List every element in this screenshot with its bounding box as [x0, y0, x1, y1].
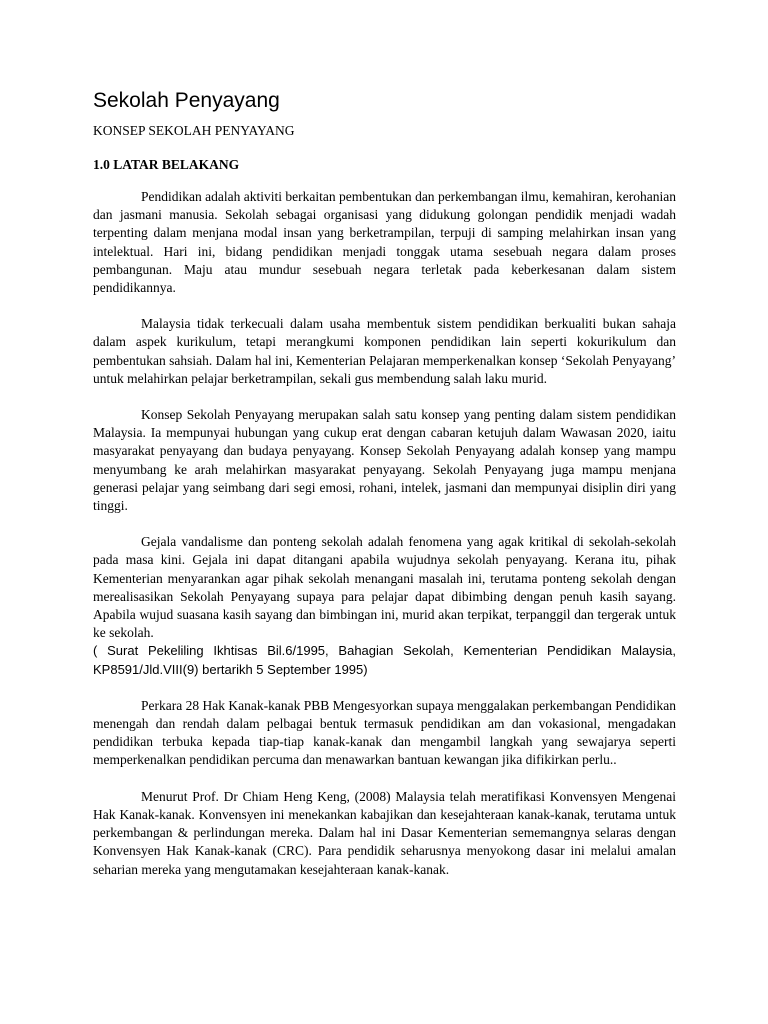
paragraph-4-text: Gejala vandalisme dan ponteng sekolah adalah fenomena yang agak kritikal di sekolah-sekolah pada masa kini. Gejala ini dapat ditangani apabila wujudnya sekolah penyayang. Kerana itu, pihak Kementerian menyarankan agar pihak sekolah menangani masalah ini, terutama ponteng sekolah dengan merealisasikan Sekolah Penyayang supaya para pelajar dapat dibimbing dengan penuh kasih sayang. Apabila wujud suasana kasih sayang dan bimbingan ini, murid akan terpikat, terpanggil dan tergerak untuk ke sekolah.: [93, 534, 676, 641]
paragraph-1: Pendidikan adalah aktiviti berkaitan pembentukan dan perkembangan ilmu, kemahiran, kerohanian dan jasmani manusia. Sekolah sebagai organisasi yang didukung golongan pendidik menjadi wadah terpenting dalam menjana modal insan yang berketrampilan, terpuji di samping melahirkan insan yang intelektual. Hari ini, bidang pendidikan menjadi tonggak utama sesebuah negara dalam proses pembangunan. Maju atau mundur sesebuah negara terletak pada keberkesanan dalam sistem pendidikannya.: [93, 189, 676, 296]
section-heading: 1.0 LATAR BELAKANG: [93, 157, 240, 172]
document-page: [93, 86, 676, 879]
citation: ( Surat Pekeliling Ikhtisas Bil.6/1995, Bahagian Sekolah, Kementerian Pendidikan Malaysia, KP8591/Jld.VIII(9) bertarikh 5 September 1995): [93, 643, 676, 677]
paragraph-4: [93, 533, 676, 679]
paragraph-6: Menurut Prof. Dr Chiam Heng Keng, (2008) Malaysia telah meratifikasi Konvensyen Mengenai Hak Kanak-kanak. Konvensyen ini menekankan kabajikan dan kesejahteraan kanak-kanak, terutama untuk perkembangan & perlindungan mereka. Dalam hal ini Dasar Kementerian sememangnya selaras dengan Konvensyen Hak Kanak-kanak (CRC). Para pendidik seharusnya menyokong dasar ini melalui amalan seharian mereka yang mengutamakan kesejahteraan kanak-kanak.: [93, 788, 676, 877]
document-subtitle: KONSEP SEKOLAH PENYAYANG: [93, 123, 295, 138]
paragraph-5: Perkara 28 Hak Kanak-kanak PBB Mengesyorkan supaya menggalakan perkembangan Pendidikan menengah dan rendah dalam pelbagai bentuk termasuk pendidikan am dan vokasional, mengadakan pendidikan terbuka kepada tiap-tiap kanak-kanak dan mengambil langkah yang sewajarya seperti memperkenalkan pendidikan percuma dan menawarkan bantuan kewangan jika difikirkan perlu..: [93, 697, 676, 768]
paragraph-3: Konsep Sekolah Penyayang merupakan salah satu konsep yang penting dalam sistem pendidikan Malaysia. Ia mempunyai hubungan yang cukup erat dengan cabaran ketujuh dalam Wawasan 2020, iaitu masyarakat penyayang dan budaya penyayang. Konsep Sekolah Penyayang adalah konsep yang mampu menyumbang ke arah melahirkan masyarakat penyayang. Sekolah Penyayang juga mampu menjana generasi pelajar yang seimbang dari segi emosi, rohani, intelek, jasmani dan mempunyai disiplin diri yang tinggi.: [93, 407, 676, 514]
document-title: Sekolah Penyayang: [93, 89, 280, 112]
paragraph-2: Malaysia tidak terkecuali dalam usaha membentuk sistem pendidikan berkualiti bukan sahaja dalam aspek kurikulum, tetapi merangkumi komponen pendidikan lain seperti kokurikulum dan pembentukan sahsiah. Dalam hal ini, Kementerian Pelajaran memperkenalkan konsep ‘Sekolah Penyayang’ untuk melahirkan pelajar berketrampilan, sekali gus membendung salah laku murid.: [93, 316, 676, 386]
